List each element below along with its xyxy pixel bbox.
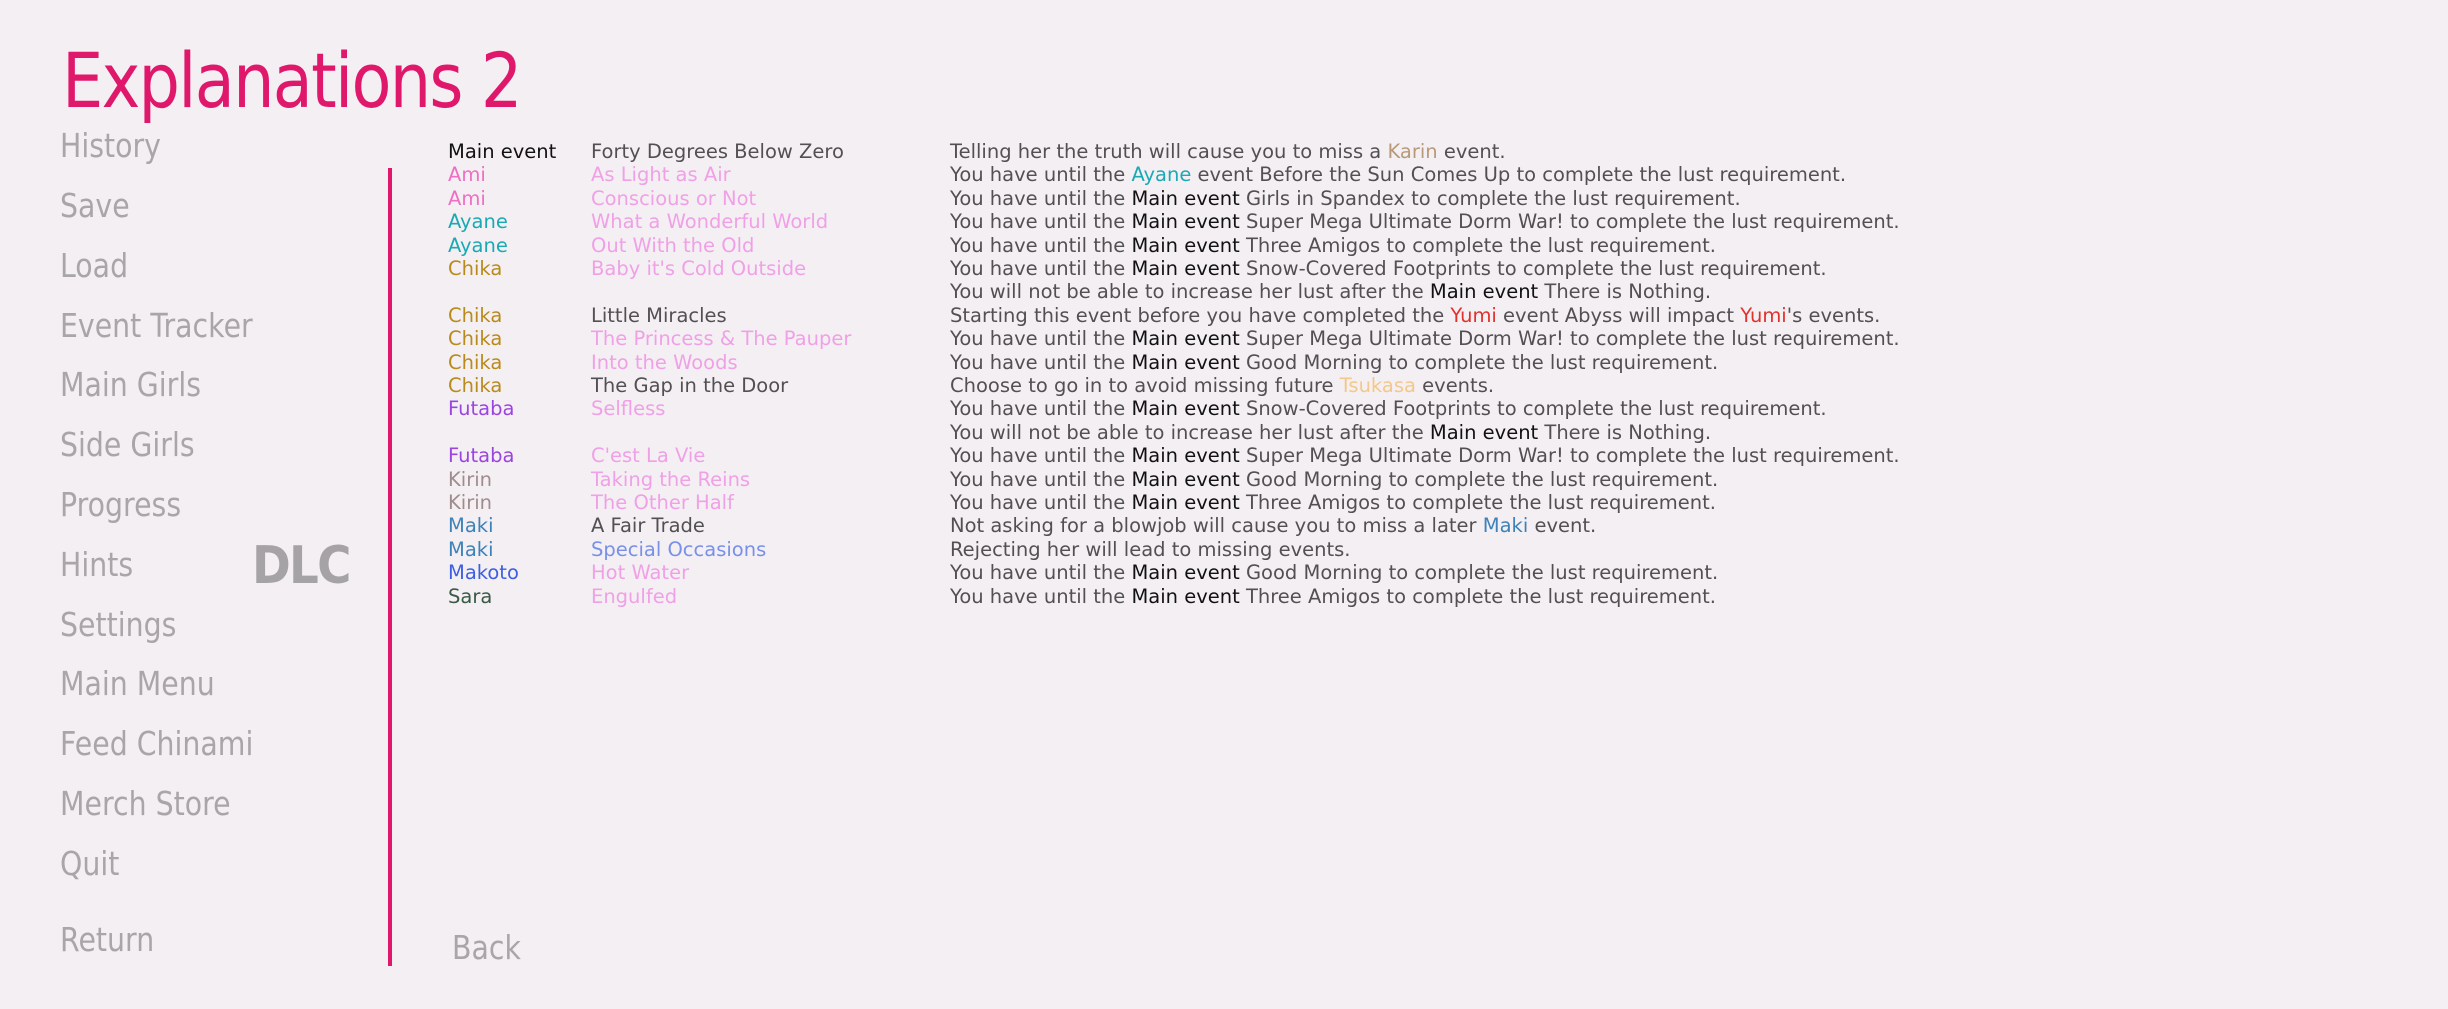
event-cell: The Other Half [591, 491, 734, 514]
event-cell: Hot Water [591, 561, 690, 585]
table-row [448, 140, 2448, 163]
nav-side-girls[interactable]: Side Girls [60, 425, 195, 464]
description-text: Good Morning to complete the lust requirement. [1239, 561, 1719, 585]
description-cell [950, 561, 1718, 584]
description-text: You have until the [950, 186, 1132, 210]
character-cell: Maki [448, 514, 494, 538]
description-text: Snow-Covered Footprints to complete the lust requirement. [1239, 257, 1827, 280]
description-text: Rejecting her will lead to missing events. [950, 537, 1351, 561]
description-text: event. [1437, 140, 1506, 163]
description-cell [950, 491, 1716, 514]
description-text: Super Mega Ultimate Dorm War! to complete the lust requirement. [1239, 327, 1900, 351]
character-cell: Chika [448, 303, 503, 327]
event-cell: Out With the Old [591, 233, 755, 257]
character-cell: Kirin [448, 491, 492, 514]
event-cell: Taking the Reins [591, 467, 751, 491]
character-cell: Sara [448, 584, 493, 608]
table-row [448, 187, 2448, 210]
description-text: Good Morning to complete the lust requirement. [1239, 350, 1719, 374]
description-text: Three Amigos to complete the lust requirement. [1239, 584, 1716, 608]
table-row [448, 444, 2448, 467]
character-cell: Futaba [448, 397, 515, 421]
description-text: Choose to go in to avoid missing future [950, 374, 1340, 397]
table-row [448, 351, 2448, 374]
table-row [448, 538, 2448, 561]
section-divider [388, 168, 392, 966]
character-cell: Chika [448, 257, 503, 280]
description-text: You have until the [950, 467, 1132, 491]
highlighted-text: Main event [1131, 467, 1240, 491]
description-cell [950, 585, 1716, 608]
description-text: You have until the [950, 397, 1132, 421]
event-cell: Selfless [591, 397, 666, 421]
event-cell: As Light as Air [591, 163, 731, 187]
description-text: You have until the [950, 350, 1132, 374]
description-cell [950, 444, 1900, 467]
description-text: You have until the [950, 257, 1132, 280]
description-cell [950, 351, 1718, 374]
description-text: Super Mega Ultimate Dorm War! to complete the lust requirement. [1239, 210, 1900, 234]
highlighted-text: Main event [1131, 327, 1240, 351]
table-row [448, 327, 2448, 350]
highlighted-text: Main event [1429, 420, 1539, 444]
event-cell: The Princess & The Pauper [591, 327, 852, 351]
table-row [448, 397, 2448, 420]
description-cell [950, 514, 1596, 537]
highlighted-text: Main event [1131, 257, 1240, 280]
description-text: events. [1415, 374, 1495, 397]
table-row [448, 210, 2448, 233]
highlighted-text: Main event [1131, 444, 1240, 468]
character-cell: Chika [448, 327, 503, 351]
character-cell: Ayane [448, 210, 508, 234]
description-text: You have until the [950, 491, 1132, 514]
description-text: You have until the [950, 210, 1132, 234]
dlc-button[interactable]: DLC [252, 536, 350, 596]
highlighted-text: Main event [1131, 584, 1240, 608]
description-cell [950, 374, 1494, 397]
character-cell: Chika [448, 350, 503, 374]
back-button[interactable]: Back [452, 928, 521, 967]
highlighted-text: Main event [1429, 280, 1539, 304]
side-nav [60, 0, 360, 1009]
highlighted-text: Main event [1131, 397, 1240, 421]
page-title: Explanations 2 [62, 36, 521, 125]
highlighted-text: Main event [1131, 210, 1240, 234]
explanations-table [448, 140, 1900, 620]
event-cell: Engulfed [591, 584, 678, 608]
nav-return[interactable]: Return [60, 920, 155, 959]
description-text: There is Nothing. [1538, 420, 1712, 444]
table-row [448, 561, 2448, 584]
description-text: Not asking for a blowjob will cause you to miss a later [950, 514, 1483, 538]
description-text: You will not be able to increase her lust after the [950, 420, 1430, 444]
nav-save[interactable]: Save [60, 186, 130, 225]
event-cell: The Gap in the Door [591, 374, 789, 397]
table-row [448, 163, 2448, 186]
description-text: Super Mega Ultimate Dorm War! to complete the lust requirement. [1239, 444, 1900, 468]
nav-main-girls[interactable]: Main Girls [60, 365, 201, 404]
description-text: Three Amigos to complete the lust requirement. [1239, 491, 1716, 514]
nav-feed-chinami[interactable]: Feed Chinami [60, 724, 254, 763]
description-text: Good Morning to complete the lust requirement. [1239, 467, 1719, 491]
highlighted-text: Karin [1387, 140, 1438, 163]
event-cell: Forty Degrees Below Zero [591, 140, 844, 163]
event-cell: Special Occasions [591, 537, 767, 561]
highlighted-text: Main event [1131, 561, 1240, 585]
highlighted-text: Yumi [1740, 303, 1787, 327]
description-cell [950, 257, 1827, 280]
description-cell [950, 468, 1718, 491]
highlighted-text: Main event [1131, 186, 1240, 210]
character-cell: Maki [448, 537, 494, 561]
description-text: event Before the Sun Comes Up to complete the lust requirement. [1191, 163, 1847, 187]
highlighted-text: Main event [1131, 233, 1240, 257]
description-cell [950, 327, 1900, 350]
description-text: Telling her the truth will cause you to miss a [950, 140, 1388, 163]
description-text: 's events. [1786, 303, 1881, 327]
description-text: You have until the [950, 561, 1132, 585]
description-text: You have until the [950, 444, 1132, 468]
highlighted-text: Yumi [1450, 303, 1497, 327]
description-text: event. [1528, 514, 1597, 538]
description-text: event Abyss will impact [1496, 303, 1741, 327]
table-row [448, 304, 2448, 327]
event-cell: Little Miracles [591, 303, 727, 327]
character-cell: Ami [448, 163, 486, 187]
table-row [448, 514, 2448, 537]
table-row [448, 421, 2448, 444]
event-cell: Conscious or Not [591, 186, 757, 210]
character-cell: Ami [448, 186, 486, 210]
nav-quit[interactable]: Quit [60, 844, 120, 883]
character-cell: Ayane [448, 233, 508, 257]
description-text: Starting this event before you have completed the [950, 303, 1451, 327]
event-cell: A Fair Trade [591, 514, 705, 538]
nav-history[interactable]: History [60, 126, 161, 165]
table-row [448, 585, 2448, 608]
nav-settings[interactable]: Settings [60, 605, 177, 644]
description-cell [950, 304, 1880, 327]
description-text: You will not be able to increase her lust after the [950, 280, 1430, 304]
highlighted-text: Main event [1131, 491, 1240, 514]
nav-progress[interactable]: Progress [60, 485, 182, 524]
description-text: There is Nothing. [1538, 280, 1712, 304]
table-row [448, 257, 2448, 280]
highlighted-text: Tsukasa [1339, 374, 1416, 397]
highlighted-text: Main event [1131, 350, 1240, 374]
nav-load[interactable]: Load [60, 246, 129, 285]
description-text: Snow-Covered Footprints to complete the lust requirement. [1239, 397, 1827, 421]
description-text: Three Amigos to complete the lust requirement. [1239, 233, 1716, 257]
description-cell [950, 234, 1716, 257]
description-cell [950, 397, 1827, 420]
description-text: You have until the [950, 584, 1132, 608]
table-row [448, 280, 2448, 303]
character-cell: Kirin [448, 467, 492, 491]
table-row [448, 374, 2448, 397]
event-cell: Into the Woods [591, 350, 738, 374]
nav-event-tracker[interactable]: Event Tracker [60, 306, 253, 345]
character-cell: Makoto [448, 561, 519, 585]
character-cell: Chika [448, 374, 503, 397]
table-row [448, 491, 2448, 514]
nav-hints[interactable]: Hints [60, 545, 134, 584]
description-text: Girls in Spandex to complete the lust requirement. [1239, 186, 1741, 210]
event-cell: C'est La Vie [591, 444, 706, 468]
event-cell: Baby it's Cold Outside [591, 257, 807, 280]
description-cell [950, 187, 1741, 210]
description-cell [950, 163, 1846, 186]
nav-main-menu[interactable]: Main Menu [60, 664, 215, 703]
description-text: You have until the [950, 327, 1132, 351]
event-cell: What a Wonderful World [591, 210, 829, 234]
description-cell [950, 421, 1711, 444]
table-row [448, 468, 2448, 491]
highlighted-text: Ayane [1131, 163, 1192, 187]
description-cell [950, 280, 1711, 303]
description-cell [950, 210, 1900, 233]
character-cell: Main event [448, 140, 557, 163]
description-text: You have until the [950, 233, 1132, 257]
nav-merch-store[interactable]: Merch Store [60, 784, 231, 823]
table-row [448, 234, 2448, 257]
character-cell: Futaba [448, 444, 515, 468]
highlighted-text: Maki [1482, 514, 1529, 538]
description-text: You have until the [950, 163, 1132, 187]
description-cell [950, 538, 1350, 561]
description-cell [950, 140, 1506, 163]
